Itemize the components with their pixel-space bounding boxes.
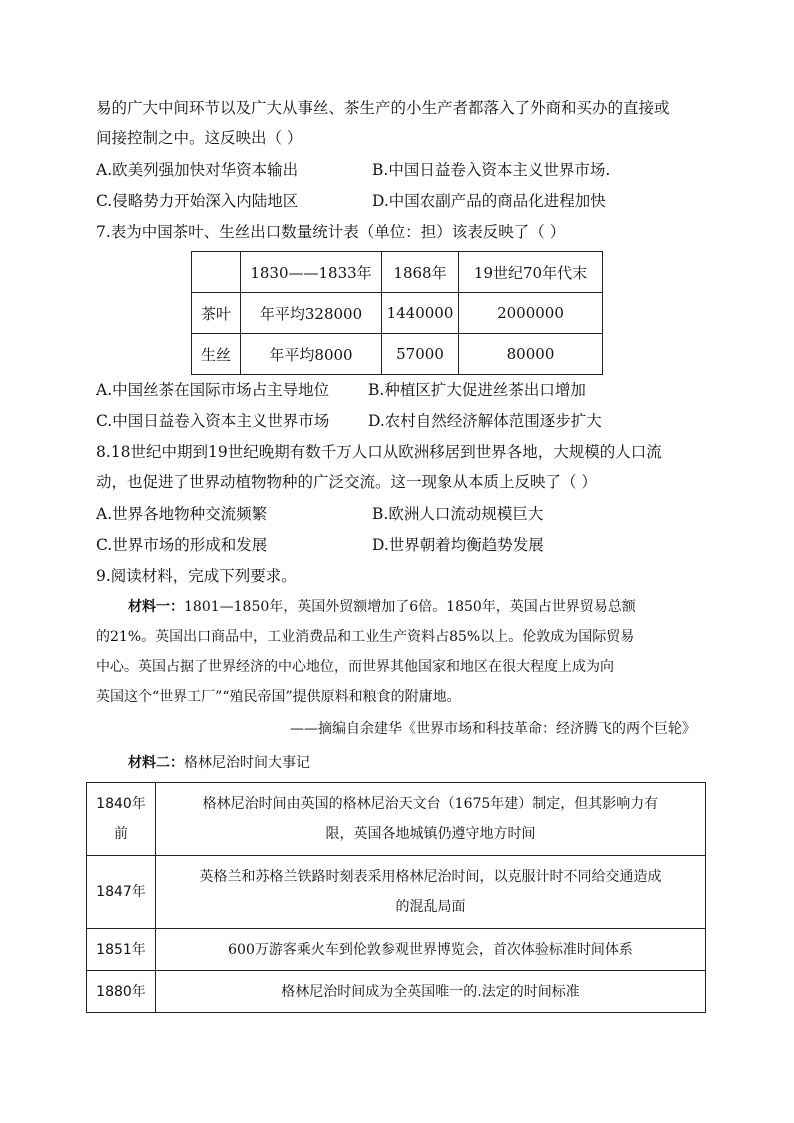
table-header-cell: 1830——1833年 [241,252,382,293]
table-cell: 年平均8000 [241,334,382,375]
q7-stem: 7.表为中国茶叶、生丝出口数量统计表（单位：担）该表反映了（ ） [96,223,566,241]
q6-option-d[interactable]: D.中国农副产品的商品化进程加快 [372,192,606,210]
q6-stem-line1: 易的广大中间环节以及广大从事丝、茶生产的小生产者都落入了外商和买办的直接或 [96,99,670,117]
event-year-line: 前 [114,826,128,842]
table-cell: 生丝 [192,334,241,375]
q8-option-d[interactable]: D.世界朝着均衡趋势发展 [372,536,544,554]
event-text-line: 英格兰和苏格兰铁路时刻表采用格林尼治时间，以克服计时不同给交通造成 [199,869,662,885]
q7-export-table [191,251,603,375]
table-row [192,293,603,334]
material-one-text: 1801—1850年，英国外贸额增加了6倍。1850年，英国占世界贸易总额 [184,599,636,615]
table-cell: 57000 [382,334,459,375]
material-two-heading [128,748,310,778]
material-two-label: 材料二： [128,755,184,771]
q8-option-b[interactable]: B.欧洲人口流动规模巨大 [372,505,544,523]
q7-option-c[interactable]: C.中国日益卷入资本主义世界市场 [96,412,330,430]
table-row [87,971,706,1013]
table-header-cell [192,252,241,293]
q8-stem-line1: 8.18世纪中期到19世纪晚期有数千万人口从欧洲移居到世界各地，大规模的人口流 [96,443,662,461]
event-year: 1847年 [87,856,156,929]
event-text-line: 限，英国各地城镇仍遵守地方时间 [325,826,536,842]
table-row [87,783,706,856]
q7-option-b[interactable]: B.种植区扩大促进丝茶出口增加 [368,381,586,399]
material-one-line2: 的21%。英国出口商品中，工业消费品和工业生产资料占85%以上。伦敦成为国际贸易 [96,629,635,645]
table-header-cell: 1868年 [382,252,459,293]
q6-option-c[interactable]: C.侵略势力开始深入内陆地区 [96,192,299,210]
material-one-line4: 英国这个“世界工厂”“殖民帝国”提供原料和粮食的附庸地。 [96,689,461,705]
event-year: 1880年 [87,971,156,1013]
table-cell: 2000000 [459,293,603,334]
q8-option-a[interactable]: A.世界各地物种交流频繁 [96,505,268,523]
q9-stem: 9.阅读材料，完成下列要求。 [96,567,297,585]
event-description: 600万游客乘火车到伦敦参观世界博览会，首次体验标准时间体系 [156,929,706,971]
q7-option-d[interactable]: D.农村自然经济解体范围逐步扩大 [368,412,602,430]
q6-stem-line2: 间接控制之中。这反映出（ ） [96,129,303,147]
event-year [87,783,156,856]
event-description [156,783,706,856]
table-cell: 年平均328000 [241,293,382,334]
greenwich-timeline-table [86,782,706,1013]
q8-stem-line2: 动，也促进了世界动植物物种的广泛交流。这一现象从本质上反映了（ ） [96,473,597,491]
event-text-line: 的混乱局面 [395,899,466,915]
q8-option-c[interactable]: C.世界市场的形成和发展 [96,536,268,554]
table-row [192,334,603,375]
table-cell: 茶叶 [192,293,241,334]
material-two-title: 格林尼治时间大事记 [184,755,310,771]
table-row [87,856,706,929]
material-one-label: 材料一： [128,599,184,615]
material-one-line1 [128,592,636,622]
table-row [87,929,706,971]
event-year-line: 1840年 [96,796,146,812]
table-cell: 80000 [459,334,603,375]
event-description: 格林尼治时间成为全英国唯一的.法定的时间标准 [156,971,706,1013]
q6-option-a[interactable]: A.欧美列强加快对华资本输出 [96,161,299,179]
q7-option-a[interactable]: A.中国丝茶在国际市场占主导地位 [96,381,330,399]
table-cell: 1440000 [382,293,459,334]
q6-option-b[interactable]: B.中国日益卷入资本主义世界市场. [372,161,611,179]
event-description [156,856,706,929]
material-one-source: ——摘编自余建华《世界市场和科技革命：经济腾飞的两个巨轮》 [290,721,696,737]
event-text-line: 格林尼治时间由英国的格林尼治天文台（1675年建）制定，但其影响力有 [202,796,659,812]
table-header-row [192,252,603,293]
table-header-cell: 19世纪70年代末 [459,252,603,293]
event-year: 1851年 [87,929,156,971]
material-one-line3: 中心。英国占据了世界经济的中心地位，而世界其他国家和地区在很大程度上成为向 [96,659,614,675]
